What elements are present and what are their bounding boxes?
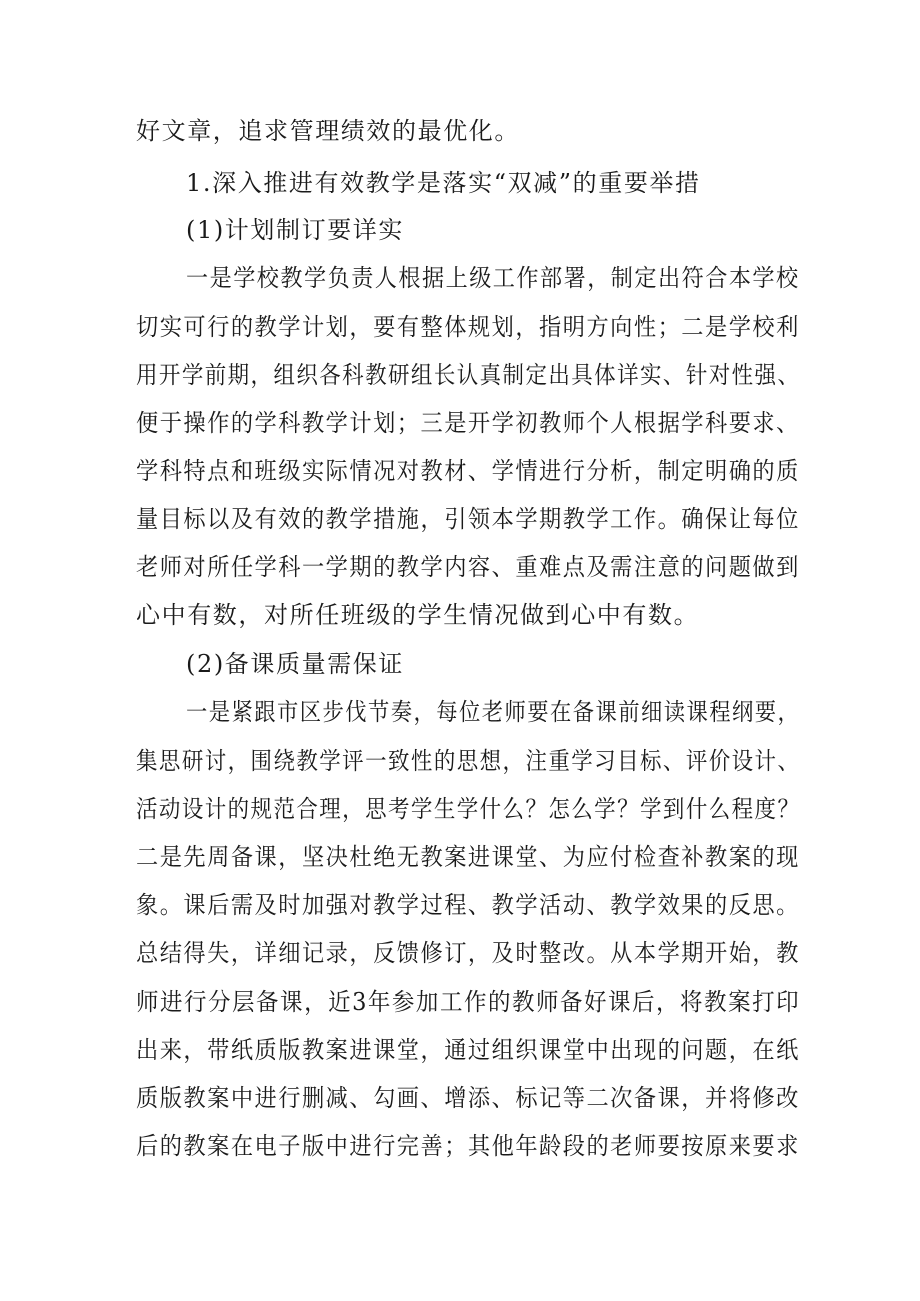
paragraph-1-line-5: 学科特点和班级实际情况对教材、学情进行分析，制定明确的质 [136,457,800,485]
paragraph-1-line-6: 量目标以及有效的教学措施，引领本学期教学工作。确保让每位 [136,505,800,533]
paragraph-2-line-2: 集思研讨，围绕教学评一致性的思想，注重学习目标、评价设计、 [136,747,801,775]
paragraph-1-line-3: 用开学前期，组织各科教研组长认真制定出具体详实、针对性强、 [136,361,801,389]
paragraph-1-line-7: 老师对所任学科一学期的教学内容、重难点及需注意的问题做到 [136,553,800,581]
paragraph-2-line-10: 后的教案在电子版中进行完善；其他年龄段的老师要按原来要求 [136,1132,800,1160]
paragraph-2-line-8: 出来，带纸质版教案进课堂，通过组织课堂中出现的问题，在纸 [136,1036,800,1064]
section-heading-1: 1.深入推进有效教学是落实“双减”的重要举措 [186,169,701,197]
paragraph-2-line-9: 质版教案中进行删减、勾画、增添、标记等二次备课，并将修改 [136,1084,800,1112]
paragraph-2-line-7: 师进行分层备课，近3年参加工作的教师备好课后，将教案打印 [136,988,801,1016]
paragraph-1-line-8: 心中有数，对所任班级的学生情况做到心中有数。 [136,601,700,629]
body-line-1: 好文章，追求管理绩效的最优化。 [136,117,520,145]
paragraph-1-line-4: 便于操作的学科教学计划；三是开学初教师个人根据学科要求、 [136,409,800,437]
paragraph-2-line-1: 一是紧跟市区步伐节奏，每位老师要在备课前细读课程纲要， [186,698,801,726]
paragraph-2-line-4: 二是先周备课，坚决杜绝无教案进课堂、为应付检查补教案的现 [136,843,800,871]
subsection-heading-2: (2)备课质量需保证 [186,650,404,678]
paragraph-2-line-6: 总结得失，详细记录，反馈修订，及时整改。从本学期开始，教 [136,939,800,967]
subsection-heading-1: (1)计划制订要详实 [186,216,404,244]
paragraph-2-line-5: 象。课后需及时加强对教学过程、教学活动、教学效果的反思。 [136,891,800,919]
paragraph-1-line-2: 切实可行的教学计划，要有整体规划，指明方向性；二是学校利 [136,313,800,341]
paragraph-2-line-3: 活动设计的规范合理，思考学生学什么？怎么学？学到什么程度？ [136,795,801,823]
paragraph-1-line-1: 一是学校教学负责人根据上级工作部署，制定出符合本学校 [186,264,800,292]
